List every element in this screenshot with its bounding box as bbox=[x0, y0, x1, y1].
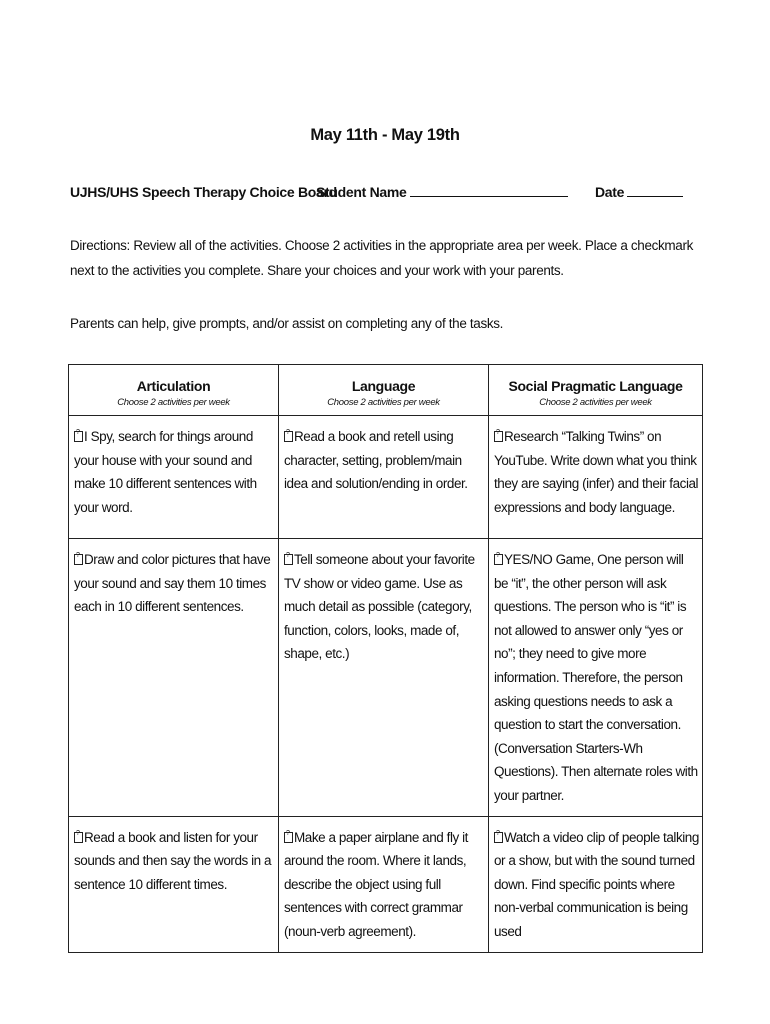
column-subtitle: Choose 2 activities per week bbox=[327, 397, 440, 408]
activity-cell bbox=[489, 416, 703, 539]
checkbox-icon[interactable] bbox=[494, 431, 503, 442]
board-name: UJHS/UHS Speech Therapy Choice Board bbox=[70, 184, 337, 200]
activity-text: Research “Talking Twins” on YouTube. Write down what you think they are saying (infer) and their facial expressions and body language. bbox=[494, 429, 699, 515]
checkbox-icon[interactable] bbox=[284, 832, 293, 843]
column-title: Language bbox=[351, 378, 416, 394]
column-header-language bbox=[279, 365, 489, 416]
directions-text: Directions: Review all of the activities. Choose 2 activities in the appropriate area per week. Place a checkmark next to the activities you complete. Share your choices and your work with your parents. bbox=[70, 238, 694, 278]
activity-cell bbox=[69, 816, 279, 952]
activity-cell bbox=[279, 539, 489, 817]
checkbox-icon[interactable] bbox=[284, 554, 293, 565]
activity-text: Make a paper airplane and fly it around the room. Where it lands, describe the object using full sentences with correct grammar (noun-verb agreement). bbox=[284, 829, 468, 939]
activity-text: Tell someone about your favorite TV show or video game. Use as much detail as possible (category, function, colors, looks, made of, shape, etc.) bbox=[284, 552, 475, 662]
activity-cell bbox=[279, 416, 489, 539]
document-header bbox=[70, 184, 710, 206]
activity-text: Watch a video clip of people talking or a show, but with the sound turned down. Find specific points where non-verbal communication is being used bbox=[494, 829, 699, 939]
activity-cell bbox=[489, 539, 703, 817]
activity-text: Draw and color pictures that have your sound and say them 10 times each in 10 different sentences. bbox=[74, 552, 271, 615]
checkbox-icon[interactable] bbox=[74, 431, 83, 442]
checkbox-icon[interactable] bbox=[494, 554, 503, 565]
activity-text: YES/NO Game, One person will be “it”, the other person will ask questions. The person who is “it” is not allowed to answer only “yes or no”; they need to give more information. Therefore, the person asking questions needs to ask a question to start the conversation. (Conversation Starters-Wh Questions). Then alternate roles with your partner. bbox=[494, 552, 698, 803]
date-field bbox=[595, 184, 683, 200]
table-row bbox=[69, 416, 703, 539]
page-title: May 11th - May 19th bbox=[310, 126, 460, 144]
table-header-row bbox=[69, 365, 703, 416]
checkbox-icon[interactable] bbox=[74, 554, 83, 565]
column-header-articulation bbox=[69, 365, 279, 416]
checkbox-icon[interactable] bbox=[74, 832, 83, 843]
column-subtitle: Choose 2 activities per week bbox=[117, 397, 230, 408]
activity-cell bbox=[279, 816, 489, 952]
table-row bbox=[69, 539, 703, 817]
date-label: Date bbox=[595, 184, 625, 200]
activity-text: Read a book and listen for your sounds and then say the words in a sentence 10 different times. bbox=[74, 829, 272, 892]
student-name-blank bbox=[410, 184, 568, 197]
date-blank bbox=[627, 184, 683, 197]
column-title: Articulation bbox=[136, 378, 211, 394]
checkbox-icon[interactable] bbox=[494, 832, 503, 843]
activity-cell bbox=[69, 539, 279, 817]
column-subtitle: Choose 2 activities per week bbox=[539, 397, 652, 408]
checkbox-icon[interactable] bbox=[284, 431, 293, 442]
table-row bbox=[69, 816, 703, 952]
activity-text: Read a book and retell using character, setting, problem/main idea and solution/ending in order. bbox=[284, 429, 468, 492]
activity-cell bbox=[69, 416, 279, 539]
parents-note: Parents can help, give prompts, and/or assist on completing any of the tasks. bbox=[70, 316, 504, 331]
column-header-social-pragmatic bbox=[489, 365, 703, 416]
column-title: Social Pragmatic Language bbox=[508, 378, 683, 394]
student-name-label: Student Name bbox=[316, 184, 407, 200]
student-name-field bbox=[316, 184, 568, 200]
activity-cell bbox=[489, 816, 703, 952]
activity-text: I Spy, search for things around your house with your sound and make 10 different sentences with your word. bbox=[74, 429, 257, 515]
choice-board-table bbox=[68, 364, 703, 953]
